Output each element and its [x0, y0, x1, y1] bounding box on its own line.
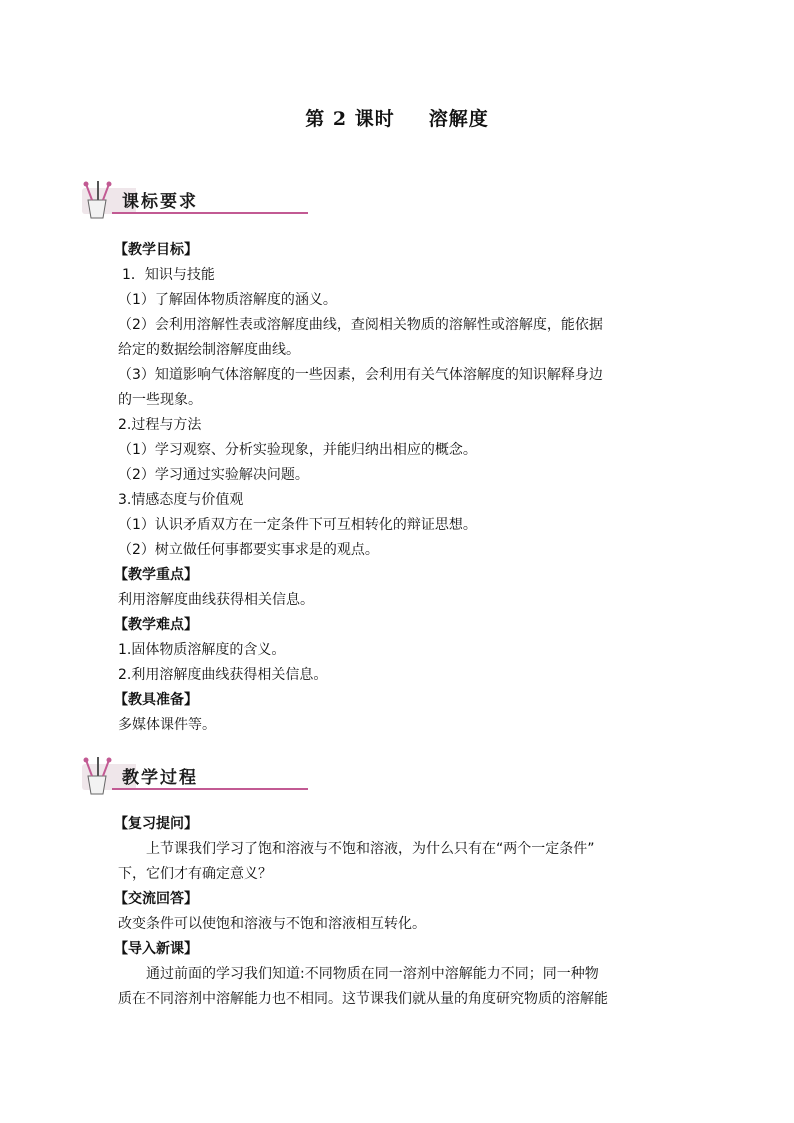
goal-item: （2）学习通过实验解决问题。: [118, 467, 309, 483]
section-rule: [112, 788, 308, 790]
lesson-topic: 溶解度: [428, 108, 489, 130]
intro-text: 质在不同溶剂中溶解能力也不相同。这节课我们就从量的角度研究物质的溶解能: [118, 991, 608, 1007]
goal-item: （1）认识矛盾双方在一定条件下可互相转化的辩证思想。: [118, 517, 477, 533]
key-text: 利用溶解度曲线获得相关信息。: [118, 592, 314, 608]
intro-text: 通过前面的学习我们知道:不同物质在同一溶剂中溶解能力不同；同一种物: [146, 966, 599, 982]
goal-item: 3.情感态度与价值观: [118, 492, 244, 508]
difficulty-item: 2.利用溶解度曲线获得相关信息。: [118, 667, 328, 683]
section-label: 教学过程: [122, 768, 198, 788]
intro-heading: 【导入新课】: [114, 941, 198, 957]
standards-content: [114, 238, 678, 738]
page-title: [0, 104, 794, 131]
answer-text: 改变条件可以使饱和溶液与不饱和溶液相互转化。: [118, 916, 426, 932]
tools-text: 多媒体课件等。: [118, 717, 216, 733]
section-rule: [112, 212, 308, 214]
review-heading: 【复习提问】: [114, 816, 198, 832]
goal-item: 2.过程与方法: [118, 417, 202, 433]
goal-item: （1）了解固体物质溶解度的涵义。: [118, 292, 337, 308]
goal-item: （2）会利用溶解性表或溶解度曲线，查阅相关物质的溶解性或溶解度，能依据: [118, 317, 603, 333]
review-text: 下，它们才有确定意义？: [118, 866, 272, 882]
section-header-standards: [76, 178, 232, 222]
section-header-process: [76, 754, 232, 798]
process-content: [114, 812, 678, 1012]
key-heading: 【教学重点】: [114, 567, 198, 583]
section-label: 课标要求: [122, 192, 198, 212]
goal-item: 1．知识与技能: [122, 267, 215, 283]
goal-item: （1）学习观察、分析实验现象，并能归纳出相应的概念。: [118, 442, 477, 458]
difficulty-heading: 【教学难点】: [114, 617, 198, 633]
difficulty-item: 1.固体物质溶解度的含义。: [118, 642, 286, 658]
goal-item: 的一些现象。: [118, 392, 202, 408]
tools-heading: 【教具准备】: [114, 692, 198, 708]
goal-item: 给定的数据绘制溶解度曲线。: [118, 342, 300, 358]
goal-item: （2）树立做任何事都要实事求是的观点。: [118, 542, 379, 558]
lesson-number: 第 2 课时: [305, 108, 395, 130]
answer-heading: 【交流回答】: [114, 891, 198, 907]
goal-item: （3）知道影响气体溶解度的一些因素，会利用有关气体溶解度的知识解释身边: [118, 367, 603, 383]
goals-heading: 【教学目标】: [114, 242, 198, 258]
review-text: 上节课我们学习了饱和溶液与不饱和溶液，为什么只有在“两个一定条件”: [146, 841, 595, 857]
